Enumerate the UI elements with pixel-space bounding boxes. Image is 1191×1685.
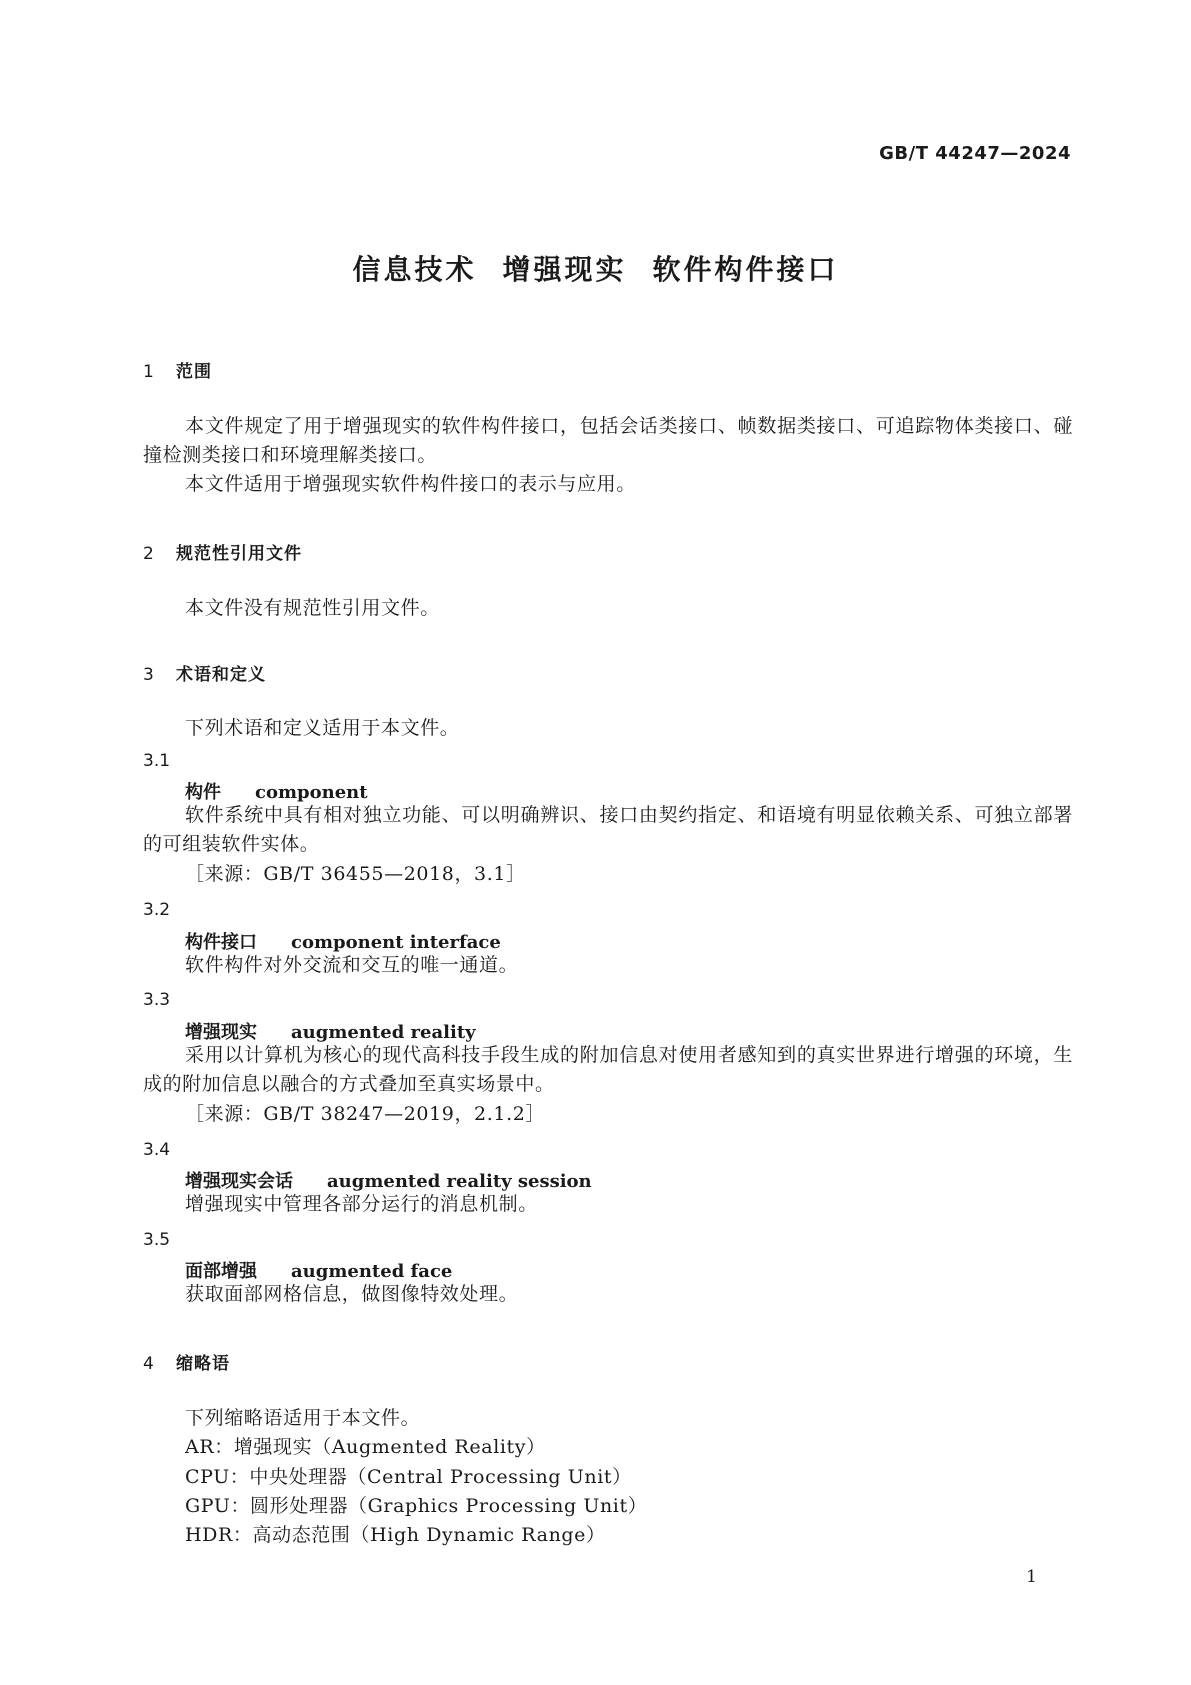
term-english: component interface xyxy=(291,932,501,953)
term-number: 3.2 xyxy=(143,900,171,920)
section-title: 缩略语 xyxy=(176,1354,230,1374)
normative-references-paragraph: 本文件没有规范性引用文件。 xyxy=(185,597,440,619)
section-number: 2 xyxy=(143,544,155,564)
term-definition: 软件系统中具有相对独立功能、可以明确辨识、接口由契约指定、和语境有明显依赖关系、可独立部署的可组装软件实体。 xyxy=(143,804,1073,855)
term-number: 3.3 xyxy=(143,990,171,1010)
term-number: 3.5 xyxy=(143,1230,171,1250)
section-heading-1 xyxy=(143,357,212,382)
term-definition: 软件构件对外交流和交互的唯一通道。 xyxy=(185,954,519,976)
term-english: augmented reality session xyxy=(327,1171,592,1192)
title-part-2: 增强现实 xyxy=(502,253,627,286)
section-number: 4 xyxy=(143,1354,155,1374)
section-heading-3 xyxy=(143,660,266,685)
term-source: ［来源：GB/T 36455—2018，3.1］ xyxy=(185,863,526,885)
page-number: 1 xyxy=(1026,1567,1037,1587)
term-chinese: 增强现实会话 xyxy=(185,1171,293,1192)
title-part-1: 信息技术 xyxy=(352,253,477,286)
term-english: augmented face xyxy=(291,1261,453,1282)
abbreviation-item: GPU：圆形处理器（Graphics Processing Unit） xyxy=(185,1495,648,1517)
section-title: 范围 xyxy=(176,362,212,382)
term-chinese: 增强现实 xyxy=(185,1022,257,1043)
term-source: ［来源：GB/T 38247—2019，2.1.2］ xyxy=(185,1103,545,1125)
term-chinese: 构件接口 xyxy=(185,932,257,953)
scope-paragraph-2: 本文件适用于增强现实软件构件接口的表示与应用。 xyxy=(185,473,636,495)
term-chinese: 构件 xyxy=(185,782,221,803)
section-title: 术语和定义 xyxy=(176,665,266,685)
term-definition: 获取面部网格信息，做图像特效处理。 xyxy=(185,1283,519,1305)
abbreviations-intro: 下列缩略语适用于本文件。 xyxy=(185,1407,421,1429)
term-number: 3.4 xyxy=(143,1140,171,1160)
term-english: component xyxy=(255,782,368,803)
abbreviation-item: AR：增强现实（Augmented Reality） xyxy=(185,1436,546,1458)
standard-code: GB/T 44247—2024 xyxy=(879,143,1071,164)
abbreviation-item: HDR：高动态范围（High Dynamic Range） xyxy=(185,1524,606,1546)
section-title: 规范性引用文件 xyxy=(176,544,302,564)
abbreviation-item: CPU：中央处理器（Central Processing Unit） xyxy=(185,1466,632,1488)
term-definition: 采用以计算机为核心的现代高科技手段生成的附加信息对使用者感知到的真实世界进行增强的环境，生成的附加信息以融合的方式叠加至真实场景中。 xyxy=(143,1044,1073,1095)
section-number: 1 xyxy=(143,362,155,382)
term-chinese: 面部增强 xyxy=(185,1261,257,1282)
scope-paragraph-1: 本文件规定了用于增强现实的软件构件接口，包括会话类接口、帧数据类接口、可追踪物体类接口、碰撞检测类接口和环境理解类接口。 xyxy=(143,415,1073,466)
section-heading-4 xyxy=(143,1349,230,1374)
terms-intro: 下列术语和定义适用于本文件。 xyxy=(185,717,460,739)
term-english: augmented reality xyxy=(291,1022,476,1043)
term-number: 3.1 xyxy=(143,751,171,771)
section-number: 3 xyxy=(143,665,155,685)
term-definition: 增强现实中管理各部分运行的消息机制。 xyxy=(185,1193,538,1215)
section-heading-2 xyxy=(143,539,302,564)
document-title xyxy=(0,248,1191,288)
title-part-3: 软件构件接口 xyxy=(652,253,839,286)
